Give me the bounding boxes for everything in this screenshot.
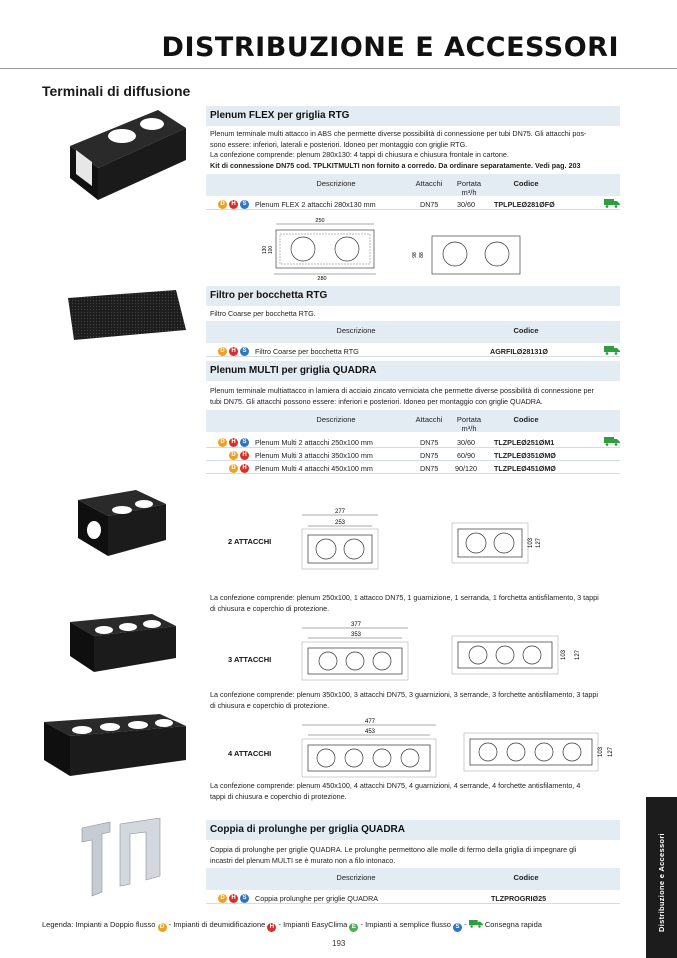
- filtro-photo: [62, 290, 190, 340]
- multi-4-drawing: [300, 717, 620, 779]
- col-portata: Portata m³/h: [456, 179, 482, 197]
- badge-doppio-flusso: D: [158, 923, 167, 932]
- multi-2-drawing: [300, 505, 560, 575]
- flex-table-header: [206, 174, 620, 196]
- row-portata: 30/60: [457, 438, 475, 447]
- flex-desc-line: La confezione comprende: plenum 280x130: 4 tappi di chiusura e chiusura frontale in cartone.: [210, 150, 509, 159]
- side-tab: [646, 797, 677, 958]
- prolunghe-table-header: [206, 868, 620, 890]
- dim-h-inner: 103: [598, 746, 604, 758]
- table-row: [206, 345, 620, 357]
- col-portata: Portata m³/h: [456, 415, 482, 433]
- variant-label: 3 ATTACCHI: [228, 655, 272, 664]
- flex-desc-line: sono essere: inferiori, laterali e posteriori. Idoneo per montaggio con griglie RTG.: [210, 139, 468, 149]
- col-descrizione: Descrizione: [336, 326, 376, 335]
- note-line: di chiusura e coperchio di protezione.: [210, 700, 330, 710]
- badge-doppio-flusso: D: [218, 347, 227, 356]
- row-attacchi: DN75: [420, 438, 439, 447]
- row-codice: AGRFILØ28131Ø: [490, 347, 548, 356]
- legend-doppio: Legenda: Impianti a Doppio flusso: [42, 920, 156, 929]
- dim-w-top: 250: [315, 218, 325, 224]
- dim-h-inner: 103: [561, 649, 567, 661]
- dim-side-a: 98: [412, 252, 418, 258]
- col-codice: Codice: [513, 326, 539, 335]
- table-row: [206, 449, 620, 461]
- variant-note: [210, 781, 620, 802]
- col-codice: Codice: [513, 179, 539, 188]
- flex-desc-bold: Kit di connessione DN75 cod. TPLKITMULTI non fornito a corredo. Da ordinare separatamente. Vedi pag. 203: [210, 160, 581, 170]
- prolunghe-desc-line: Coppia di prolunghe per griglie QUADRA. Le prolunghe permettono alle molle di fermo della griglia di impegnare gli: [210, 845, 577, 854]
- note-line: La confezione comprende: plenum 250x100, 1 attacco DN75, 1 guarnizione, 1 serranda, 1 forchetta antisfilamento, 3 tappi: [210, 593, 599, 602]
- row-desc: Plenum Multi 3 attacchi 350x100 mm: [255, 451, 373, 460]
- flex-description: [210, 129, 620, 171]
- legend: Legenda: Impianti a Doppio flusso D - Impianti di deumidificazione H - Impianti EasyClima E - Impianti a semplice flusso S - Consegna rapida: [42, 920, 542, 930]
- badge-doppio-flusso: D: [218, 200, 227, 209]
- badge-semplice-flusso: S: [240, 894, 249, 903]
- row-codice: TLZPROGRIØ25: [491, 894, 547, 903]
- dim-h-outer: 127: [575, 649, 581, 661]
- dim-side-b: 88: [419, 252, 425, 258]
- table-row: [206, 462, 620, 474]
- row-desc: Filtro Coarse per bocchetta RTG: [255, 347, 359, 356]
- row-portata: 30/60: [457, 200, 475, 209]
- badge-deumidificazione: H: [240, 464, 249, 473]
- dim-outer: 377: [350, 622, 362, 628]
- badge-deumidificazione: H: [240, 451, 249, 460]
- row-codice: TLZPLEØ251ØM1: [494, 438, 555, 447]
- truck-icon: [604, 345, 620, 355]
- table-row: [206, 436, 620, 448]
- note-line: La confezione comprende: plenum 350x100, 3 attacchi DN75, 3 guarnizioni, 3 serrande, 3 forchette antisfilamento, 3 tappi: [210, 690, 598, 699]
- title-divider: [0, 68, 677, 69]
- legend-semplice: - Impianti a semplice flusso: [360, 920, 451, 929]
- row-desc: Plenum Multi 2 attacchi 250x100 mm: [255, 438, 373, 447]
- variant-label: 2 ATTACCHI: [228, 537, 272, 546]
- col-attacchi: Attacchi: [415, 415, 443, 424]
- row-codice: TLZPLEØ451ØMØ: [494, 464, 556, 473]
- badge-deumidificazione: H: [267, 923, 276, 932]
- truck-icon: [604, 198, 620, 208]
- multi-desc-line: Plenum terminale multiattacco in lamiera di acciaio zincato verniciata che permette diverse possibilità di connessione per: [210, 386, 594, 395]
- dim-outer: 477: [364, 719, 376, 725]
- row-attacchi: DN75: [420, 200, 439, 209]
- dim-h-outer: 130: [262, 245, 268, 255]
- col-codice: Codice: [513, 415, 539, 424]
- truck-icon: [604, 436, 620, 446]
- col-descrizione: Descrizione: [316, 179, 356, 188]
- row-desc: Coppia prolunghe per griglie QUADRA: [255, 894, 379, 903]
- multi-title: Plenum MULTI per griglia QUADRA: [206, 361, 620, 381]
- page-title: DISTRIBUZIONE E ACCESSORI: [161, 32, 619, 63]
- badge-deumidificazione: H: [229, 894, 238, 903]
- dim-outer: 277: [334, 509, 346, 515]
- note-line: La confezione comprende: plenum 450x100, 4 attacchi DN75, 4 guarnizioni, 4 serrande, 4 forchette antisfilamento, 4: [210, 781, 581, 790]
- row-desc: Plenum FLEX 2 attacchi 280x130 mm: [255, 200, 376, 209]
- multi-2-photo: [74, 490, 170, 560]
- multi-table-header: [206, 410, 620, 432]
- note-line: tappi di chiusura e coperchio di protezione.: [210, 791, 347, 801]
- multi-4-photo: [40, 714, 190, 778]
- row-portata: 90/120: [455, 464, 477, 473]
- multi-description: [210, 386, 620, 407]
- dim-h-outer: 127: [536, 537, 542, 549]
- legend-deum: - Impianti di deumidificazione: [168, 920, 266, 929]
- prolunghe-photo: [74, 818, 170, 898]
- flex-dimension-drawing: [256, 214, 526, 280]
- plenum-flex-photo: [62, 106, 190, 202]
- dim-h-outer: 127: [608, 746, 614, 758]
- row-codice: TPLPLEØ281ØFØ: [494, 200, 555, 209]
- badge-doppio-flusso: D: [218, 894, 227, 903]
- multi-3-photo: [66, 614, 180, 674]
- row-codice: TLZPLEØ351ØMØ: [494, 451, 556, 460]
- truck-icon: [469, 919, 483, 928]
- badge-deumidificazione: H: [229, 347, 238, 356]
- dim-h-inner: 100: [268, 245, 274, 255]
- dim-inner: 453: [364, 729, 376, 735]
- multi-desc-line: tubi DN75. Gli attacchi possono essere: inferiori e posteriori. Idoneo per montaggio con griglie QUADRA.: [210, 396, 543, 406]
- filtro-table-header: [206, 321, 620, 343]
- dim-w-bottom: 280: [317, 276, 327, 280]
- dim-h-inner: 103: [528, 537, 534, 549]
- badge-doppio-flusso: D: [229, 451, 238, 460]
- dim-inner: 253: [334, 520, 346, 526]
- page-number: 193: [332, 939, 346, 948]
- badge-semplice-flusso: S: [240, 347, 249, 356]
- col-descrizione: Descrizione: [316, 415, 356, 424]
- variant-note: [210, 593, 620, 614]
- flex-desc-line: Plenum terminale multi attacco in ABS che permette diverse possibilità di connessione per tubi DN75. Gli attacchi pos-: [210, 129, 587, 138]
- side-tab-label: Distribuzione e Accessori: [657, 833, 666, 932]
- badge-semplice-flusso: S: [240, 438, 249, 447]
- section-title: Terminali di diffusione: [42, 83, 191, 99]
- legend-consegna: Consegna rapida: [484, 920, 542, 929]
- prolunghe-title: Coppia di prolunghe per griglia QUADRA: [206, 820, 620, 840]
- variant-note: [210, 690, 620, 711]
- badge-semplice-flusso: S: [453, 923, 462, 932]
- badge-semplice-flusso: S: [240, 200, 249, 209]
- badge-doppio-flusso: D: [229, 464, 238, 473]
- flex-title: Plenum FLEX per griglia RTG: [206, 106, 620, 126]
- note-line: di chiusura e coperchio di protezione.: [210, 603, 330, 613]
- badge-doppio-flusso: D: [218, 438, 227, 447]
- badge-deumidificazione: H: [229, 438, 238, 447]
- row-portata: 60/90: [457, 451, 475, 460]
- row-attacchi: DN75: [420, 451, 439, 460]
- dim-inner: 353: [350, 632, 362, 638]
- col-attacchi: Attacchi: [415, 179, 443, 188]
- table-row: [206, 892, 620, 904]
- col-descrizione: Descrizione: [336, 873, 376, 882]
- prolunghe-desc-line: incastri del plenum MULTI se è murato non a filo intonaco.: [210, 855, 396, 865]
- variant-label: 4 ATTACCHI: [228, 749, 272, 758]
- badge-deumidificazione: H: [229, 200, 238, 209]
- col-codice: Codice: [513, 873, 539, 882]
- multi-3-drawing: [300, 620, 620, 682]
- table-row: [206, 198, 620, 210]
- prolunghe-description: [210, 845, 620, 866]
- row-desc: Plenum Multi 4 attacchi 450x100 mm: [255, 464, 373, 473]
- filtro-title: Filtro per bocchetta RTG: [206, 286, 620, 306]
- filtro-description: Filtro Coarse per bocchetta RTG.: [210, 309, 316, 318]
- badge-easyclima: E: [349, 923, 358, 932]
- legend-easy: - Impianti EasyClima: [278, 920, 348, 929]
- row-attacchi: DN75: [420, 464, 439, 473]
